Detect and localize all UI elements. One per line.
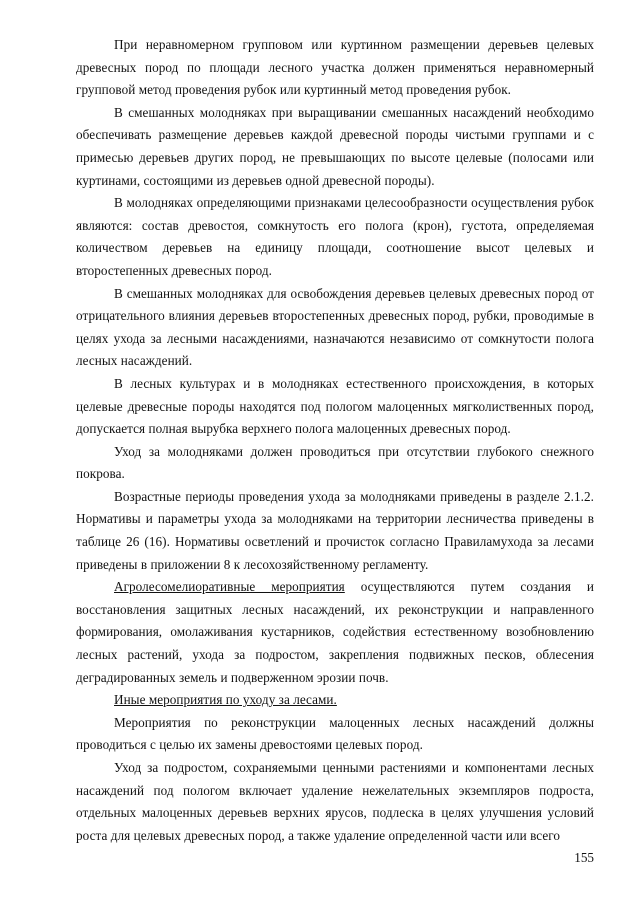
paragraph-text: осуществляются путем создания и восстановления защитных лесных насаждений, их реконструкции и направленного формирования, омолаживания кустарников, содействия естественному возобновлению лесных растений, ухода за подростом, закрепления подвижных песков, облесения деградированных земель и подверженном эрозии почв. [76,579,594,685]
paragraph-uneven-placement [76,34,594,102]
paragraph-felling-criteria [76,192,594,282]
paragraph-snow-cover [76,441,594,486]
section-heading-agroforestry: Агролесомелиоративные мероприятия [114,579,345,595]
paragraph-text: В смешанных молодняках для освобождения деревьев целевых древесных пород от отрицательного влияния деревьев второстепенных древесных пород, рубки, проводимые в целях ухода за лесными насаждениями, назначаются независимо от сомкнутости полога лесных насаждений. [76,285,594,369]
page-number: 155 [574,850,594,865]
paragraph-text: Уход за молодняками должен проводиться при отсутствии глубокого снежного покрова. [76,443,594,482]
paragraph-reconstruction [76,712,594,757]
document-body [76,34,594,847]
paragraph-text: В смешанных молодняках при выращивании смешанных насаждений необходимо обеспечивать размещение деревьев каждой древесной породы чистыми группами и с примесью деревьев других пород, не превышающих по высоте целевые (полосами или куртинами, состоящими из деревьев одной древесной породы). [76,104,594,188]
paragraph-text: При неравномерном групповом или куртинном размещении деревьев целевых древесных пород по площади лесного участка должен применяться неравномерный групповой метод проведения рубок или куртинный метод проведения рубок. [76,37,594,98]
section-heading-other-measures: Иные мероприятия по уходу за лесами. [114,692,337,708]
paragraph-age-periods [76,486,594,576]
paragraph-mixed-young-stands [76,102,594,192]
paragraph-agroforestry [76,576,594,689]
paragraph-text: В лесных культурах и в молодняках естественного происхождения, в которых целевые древесные породы находятся под пологом малоценных мягколиственных пород, допускается полная вырубка верхнего полога малоценных древесных пород. [76,375,594,437]
paragraph-upper-canopy-removal [76,373,594,441]
paragraph-other-measures-heading [76,689,594,712]
paragraph-text: Уход за подростом, сохраняемыми ценными растениями и компонентами лесных насаждений под пологом включает удаление нежелательных экземпляров подроста, отдельных малоценных деревьев верхних ярусов, подлеска в целях улучшения условий роста для целевых древесных пород, а также удаление определенной части или всего [76,760,594,843]
paragraph-text: В молодняках определяющими признаками целесообразности осуществления рубок являются: состав древостоя, сомкнутость его полога (крон), густота, определяемая количеством деревьев на единицу площади, соотношение высот целевых и второстепенных древесных пород. [76,195,594,278]
paragraph-release-felling [76,283,594,373]
paragraph-undergrowth-care [76,757,594,847]
paragraph-text: Возрастные периоды проведения ухода за молодняками приведены в разделе 2.1.2. Нормативы и параметры ухода за молодняками на территории лесничества приведены в таблице 26 (16). Нормативы осветлений и прочисток согласно Правиламухода за лесами приведены в приложении 8 к лесохозяйственному регламенту. [76,488,594,572]
paragraph-text: Мероприятия по реконструкции малоценных лесных насаждений должны проводиться с целью их замены древостоями целевых пород. [76,714,594,753]
